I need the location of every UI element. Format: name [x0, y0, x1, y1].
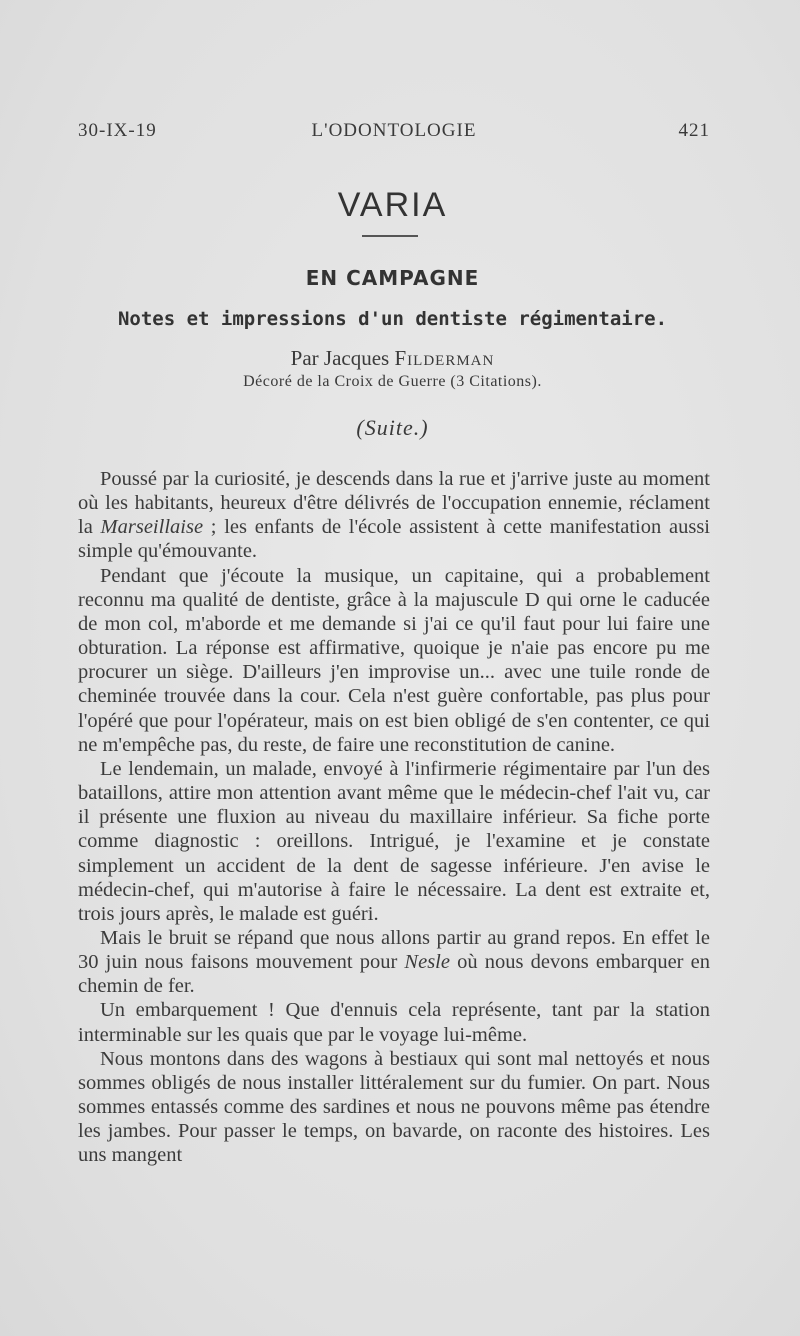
header-date: 30-IX-19	[78, 120, 157, 141]
body-paragraph	[78, 926, 710, 998]
body-paragraph	[78, 564, 710, 757]
body-paragraph	[78, 998, 710, 1046]
byline-prefix: Par Jacques	[290, 346, 395, 370]
paragraph-text: Mais le bruit se répand que nous allons partir au grand repos. En effet le 30 juin nous faisons mouvement pour	[78, 926, 710, 974]
header-journal-name: L'ODONTOLOGIE	[311, 120, 477, 141]
body-paragraph	[78, 757, 710, 926]
paragraph-text: Le lendemain, un malade, envoyé à l'infirmerie régimentaire par l'un des bataillons, attire mon attention avant même que le médecin-chef l'ait vu, car il présente une fluxion au niveau du maxillaire inférieur. Sa fiche porte comme diagnostic : oreillons. Intrigué, je l'examine et je constate simplement un accident de la dent de sagesse inférieure. J'en avise le médecin-chef, qui m'autorise à faire le nécessaire. La dent est extraite et, trois jours après, le malade est guéri.	[78, 757, 710, 925]
section-title: VARIA	[337, 186, 448, 224]
article-subtitle: Notes et impressions d'un dentiste régimentaire.	[117, 308, 668, 330]
italic-text: Marseillaise	[100, 516, 204, 539]
byline	[0, 346, 785, 371]
article-body	[78, 467, 710, 1168]
paragraph-text: Nous montons dans des wagons à bestiaux qui sont mal nettoyés et nous sommes obligés de nous installer littéralement sur du fumier. On part. Nous sommes entassés comme des sardines et nous ne pouvons même pas étendre les jambes. Pour passer le temps, on bavarde, on raconte des histoires. Les uns mangent	[78, 1047, 710, 1167]
paragraph-text: ; les enfants de l'école assistent à cette manifestation aussi simple qu'émouvante.	[78, 516, 710, 563]
author-name: Filderman	[394, 346, 495, 370]
paragraph-text: Un embarquement ! Que d'ennuis cela représente, tant par la station interminable sur les quais que par le voyage lui-même.	[78, 999, 710, 1046]
body-paragraph	[78, 467, 710, 564]
paragraph-text: Poussé par la curiosité, je descends dans la rue et j'arrive juste au moment où les habitants, heureux d'être délivrés de l'occupation ennemie, réclament la	[78, 468, 710, 539]
title-divider	[362, 235, 418, 237]
paragraph-text: Pendant que j'écoute la musique, un capitaine, qui a probablement reconnu ma qualité de dentiste, grâce à la majuscule D qui orne le caducée de mon col, m'aborde et me demande si j'ai ce qu'il faut pour lui faire une obturation. La réponse est affirmative, quoique je n'aie pas encore pu me procurer un siège. D'ailleurs j'en improvise un... avec une tuile ronde de cheminée trouvée dans la cour. Cela n'est guère confortable, pas plus pour l'opéré que pour l'opérateur, mais on est bien obligé de s'en contenter, ce qui ne m'empêche pas, du reste, de faire une reconstitution de canine.	[78, 564, 710, 756]
body-paragraph	[78, 1047, 710, 1168]
article-title: EN CAMPAGNE	[305, 266, 480, 290]
continued-note: (Suite.)	[356, 415, 429, 440]
paragraph-text: où nous devons embarquer en chemin de fer.	[78, 951, 710, 998]
running-header	[78, 120, 710, 144]
header-page-number: 421	[678, 120, 710, 141]
italic-text: Nesle	[404, 951, 450, 974]
author-decoration: Décoré de la Croix de Guerre (3 Citations).	[243, 373, 542, 390]
